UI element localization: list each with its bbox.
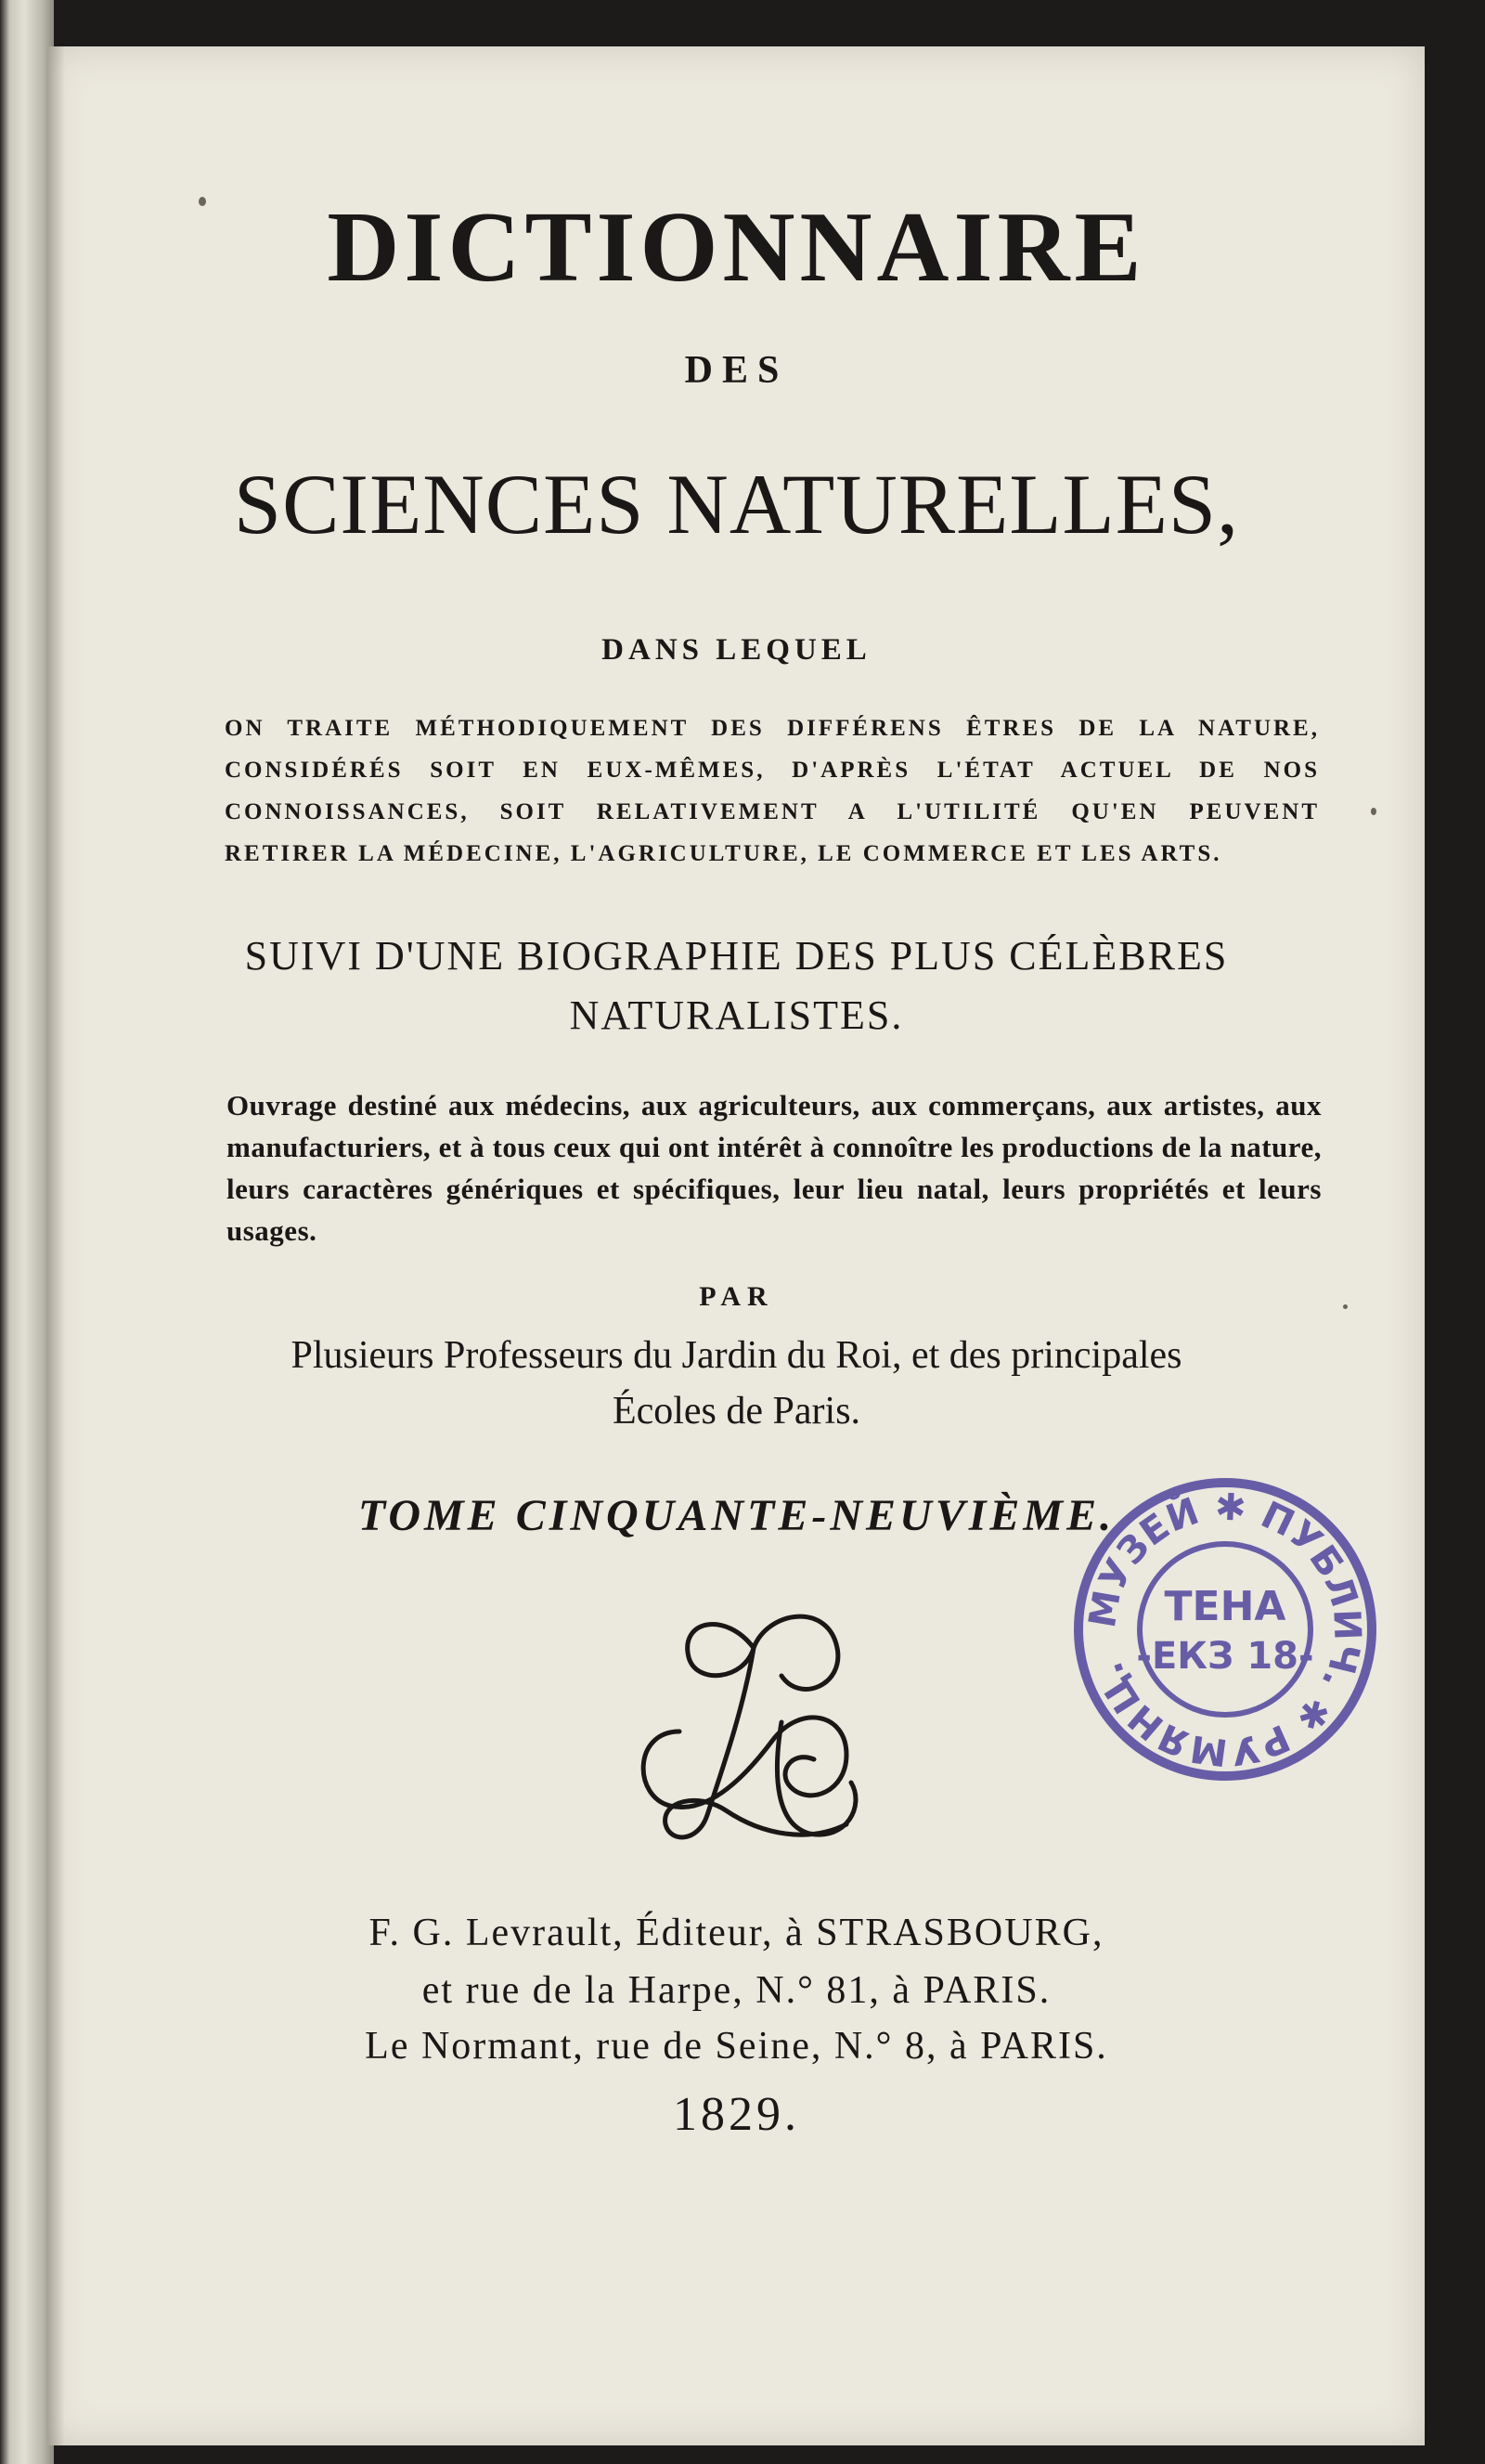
publisher-line-3: Le Normant, rue de Seine, N.° 8, à PARIS. xyxy=(365,2025,1108,2068)
par-label: PAR xyxy=(699,1281,774,1312)
paper-spot xyxy=(199,197,206,206)
tome-label: TOME CINQUANTE-NEUVIÈME. xyxy=(357,1491,1116,1540)
ouvrage-line: Ouvrage destiné aux médecins, aux agriculteurs, aux commerçans, xyxy=(226,1089,1107,1122)
ouvrage-line: à connoître les productions de la nature, leurs caractères génériques xyxy=(226,1131,1322,1205)
stamp-center-line-2: -ЕКЗ 18- xyxy=(1136,1635,1314,1678)
stamp-ring-text: МУЗЕЙ ✱ ПУБЛИЧ. ✱ РУМЯНЦ. xyxy=(1080,1485,1369,1774)
book-gutter xyxy=(0,0,54,2464)
professeurs-line: Plusieurs Professeurs du Jardin du Roi, et des principales xyxy=(291,1334,1182,1377)
paper-spot xyxy=(1371,808,1376,815)
publisher-line-2: et rue de la Harpe, N.° 81, à PARIS. xyxy=(421,1969,1052,2012)
dans-lequel: DANS LEQUEL xyxy=(601,633,872,667)
description-paragraph xyxy=(225,707,1320,875)
title-line-3: SCIENCES NATURELLES, xyxy=(233,457,1240,551)
monogram-ornament xyxy=(614,1592,911,1871)
description-line: PEUVENT RETIRER LA MÉDECINE, L'AGRICULTURE, LE COMMERCE xyxy=(225,799,1320,866)
ouvrage-line: et spécifiques, leur lieu natal, leurs propriétés et leurs usages. xyxy=(226,1173,1322,1247)
suivi-heading xyxy=(48,927,1425,1045)
ouvrage-paragraph xyxy=(226,1084,1322,1251)
title-page xyxy=(48,46,1425,2445)
paper-spot xyxy=(1343,1304,1348,1309)
description-line: ON TRAITE MÉTHODIQUEMENT DES DIFFÉRENS ÊTRES DE LA NATURE, xyxy=(225,716,1320,741)
publisher-line-1: F. G. Levrault, Éditeur, à STRASBOURG, xyxy=(368,1912,1104,1954)
title-line-1: DICTIONNAIRE xyxy=(327,192,1146,303)
professeurs-text xyxy=(48,1328,1425,1439)
ouvrage-line: aux artistes, aux manufacturiers, et à tous ceux qui ont intérêt xyxy=(226,1089,1322,1163)
title-line-2: DES xyxy=(684,349,789,392)
stamp-center-line-1: ТЕНА xyxy=(1164,1583,1286,1630)
publication-year: 1829. xyxy=(673,2088,800,2141)
description-line: NOS CONNOISSANCES, SOIT RELATIVEMENT A L'UTILITÉ QU'EN xyxy=(225,758,1320,824)
suivi-line: SUIVI D'UNE BIOGRAPHIE DES PLUS CÉLÈBRES xyxy=(244,933,1229,979)
library-stamp xyxy=(1067,1472,1383,1787)
professeurs-line: Écoles de Paris. xyxy=(612,1390,861,1433)
description-line: CONSIDÉRÉS SOIT EN EUX-MÊMES, D'APRÈS L'ÉTAT ACTUEL DE xyxy=(225,758,1264,783)
suivi-line: NATURALISTES. xyxy=(569,992,904,1038)
description-line: ET LES ARTS. xyxy=(1037,841,1222,866)
